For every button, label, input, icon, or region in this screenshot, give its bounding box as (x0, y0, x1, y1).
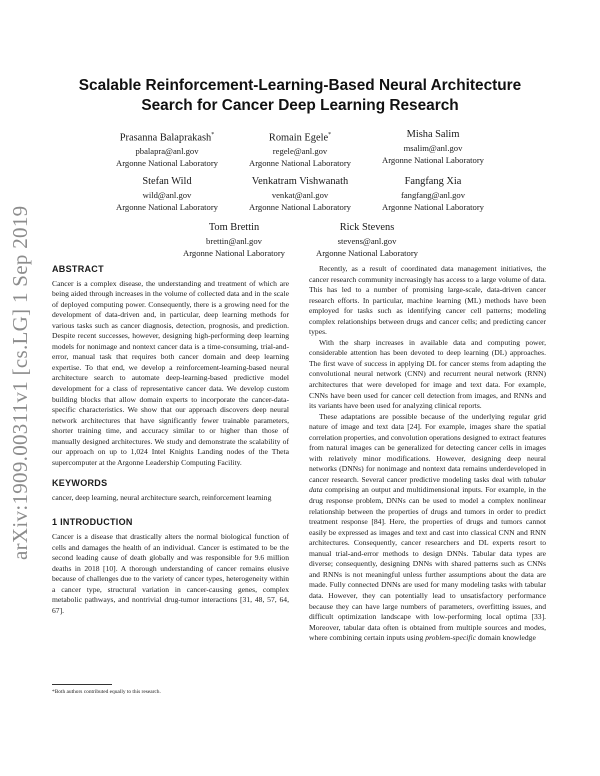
author-name: Misha Salim (406, 129, 460, 140)
body-paragraph: Recently, as a result of coordinated data management initiatives, the cancer research community increasingly has access to a large volume of data. This has led to a number of promising large-scale, data-driven cancer research efforts. In particular, machine learning (ML) methods have been employed for tasks such as identifying cancer cell patterns; modeling complex relationships between drugs and cancer cells; and predicting cancer types. (309, 264, 546, 337)
author-email: brettin@anl.gov (206, 236, 262, 246)
author-email: venkat@anl.gov (271, 190, 329, 200)
abstract-heading: ABSTRACT (52, 264, 104, 274)
abstract-text: Cancer is a complex disease, the understanding and treatment of which are being aided through increases in the volume of collected data and in the scale of deployed computing power. Consequently, there is a growing need for the development of data-driven and, in particular, deep learning methods for various tasks such as cancer diagnosis, detection, prognosis, and prediction. Despite recent successes, however, designing high-performing deep learning models for nonimage and nontext cancer data is a time-consuming, trial-and-error, manual task that requires both cancer domain and deep learning expertise. To that end, we develop a reinforcement-learning-based neural architecture search to automate deep-learning-based predictive model development for a class of representative cancer data. We develop custom building blocks that allow domain experts to incorporate the cancer-data-specific characteristics. We show that our approach discovers deep neural network architectures that have significantly fewer trainable parameters, shorter training time, and accuracy similar to or higher than those of manually designed architectures. We study and demonstrate the scalability of our approach on up to 1,024 Intel Knights Landing nodes of the Theta supercomputer at the Argonne Leadership Computing Facility. (52, 278, 289, 467)
author-block (287, 221, 447, 259)
abstract-section (52, 264, 289, 468)
arxiv-identifier-stamp: arXiv:1909.00311v1 [cs.LG] 1 Sep 2019 (8, 205, 32, 560)
author-name: Prasanna Balaprakash* (119, 132, 215, 144)
author-name: Rick Stevens (339, 222, 395, 233)
author-name: Romain Egele* (268, 132, 332, 144)
author-email: pbalapra@anl.gov (135, 146, 199, 157)
author-name: Venkatram Vishwanath (251, 176, 349, 187)
author-affiliation: Argonne National Laboratory (116, 202, 218, 212)
author-affiliation: Argonne National Laboratory (183, 248, 285, 258)
introduction-section (52, 517, 289, 616)
author-email: fangfang@anl.gov (401, 190, 465, 200)
footnote-divider (52, 684, 112, 685)
author-email: regele@anl.gov (272, 146, 328, 157)
author-block (353, 128, 513, 166)
author-affiliation: Argonne National Laboratory (116, 158, 218, 169)
author-affiliation: Argonne National Laboratory (382, 202, 484, 212)
paper-title (60, 76, 540, 116)
author-email: msalim@anl.gov (403, 143, 463, 153)
left-column (52, 264, 289, 626)
author-email: stevens@anl.gov (337, 236, 397, 246)
introduction-text: Cancer is a disease that drastically alters the normal biological function of cells and damages the health of an individual. Cancer is estimated to be the second leading cause of death globally and was responsible for 9.6 million deaths in 2018 [10]. A thorough understanding of cancer remains elusive because of challenges due to the variety of cancer types, heterogeneity within a cancer type, structural variation in cancer-causing genes, complex metabolic pathways, and nontrivial drug-tumor interactions [31, 48, 57, 64, 67]. (52, 532, 289, 615)
title-line-2: Search for Cancer Deep Learning Research (141, 97, 459, 114)
right-column (309, 264, 546, 644)
body-paragraph: With the sharp increases in available data and computing power, considerable attention has been devoted to deep learning (DL) approaches. The first wave of success in applying DL for cancer stems from adapting the convolutional neural network (CNN) and recurrent neural network (RNN) architectures that were developed for image and text data. For example, CNNs have been used for cancer cell detection from images, and RNNs and its variants have been used for analyzing clinical reports. (309, 337, 546, 411)
author-block (353, 175, 513, 213)
footnote: *Both authors contributed equally to this research. (52, 689, 161, 695)
author-affiliation: Argonne National Laboratory (382, 155, 484, 165)
author-email: wild@anl.gov (142, 190, 192, 200)
keywords-heading: KEYWORDS (52, 478, 108, 489)
introduction-heading: 1 INTRODUCTION (52, 517, 133, 528)
title-line-1: Scalable Reinforcement-Learning-Based Neural Architecture (78, 77, 522, 94)
author-name: Stefan Wild (142, 176, 192, 187)
body-paragraph: These adaptations are possible because of the underlying regular grid nature of image and text data [24]. For example, images share the spatial correlation properties, and convolution operations designed to extract features from natural images can be generalized for detecting cancer cells in images with relatively minor modifications. However, designing deep neural networks (DNNs) for nonimage and nontext data remains underdeveloped in cancer research. Several cancer predictive modeling tasks deal with tabular data comprising an output and multidimensional inputs. For example, in the drug response problem, DNNs can be used to model a complex nonlinear relationship between the properties of drugs and tumors in order to predict treatment response [84]. Here, the properties of drugs and tumors cannot easily be expressed as images and text and cast into classical CNN and RNN architectures. Consequently, cancer researchers and DL experts resort to manual trial-and-error methods to design DNNs. Tabular data types are diverse; consequently, designing DNNs with shared patterns such as CNNs and RNNs is not meaningful unless further assumptions about the data are made. Fully connected DNNs are used for many modeling tasks with tabular data. However, they can potentially lead to unsatisfactory performance because they can have large numbers of parameters, overfitting issues, and difficult optimization landscape with low-performing local optima [33]. Moreover, tabular data often is obtained from multiple sources and modes, where combining certain inputs using problem-specific domain knowledge (309, 411, 546, 643)
keywords-text: cancer, deep learning, neural architecture search, reinforcement learning (52, 492, 272, 502)
author-name: Fangfang Xia (404, 176, 462, 187)
author-affiliation: Argonne National Laboratory (316, 248, 418, 258)
keywords-section (52, 478, 289, 503)
author-affiliation: Argonne National Laboratory (249, 158, 351, 169)
author-name: Tom Brettin (208, 222, 260, 233)
author-affiliation: Argonne National Laboratory (249, 202, 351, 212)
